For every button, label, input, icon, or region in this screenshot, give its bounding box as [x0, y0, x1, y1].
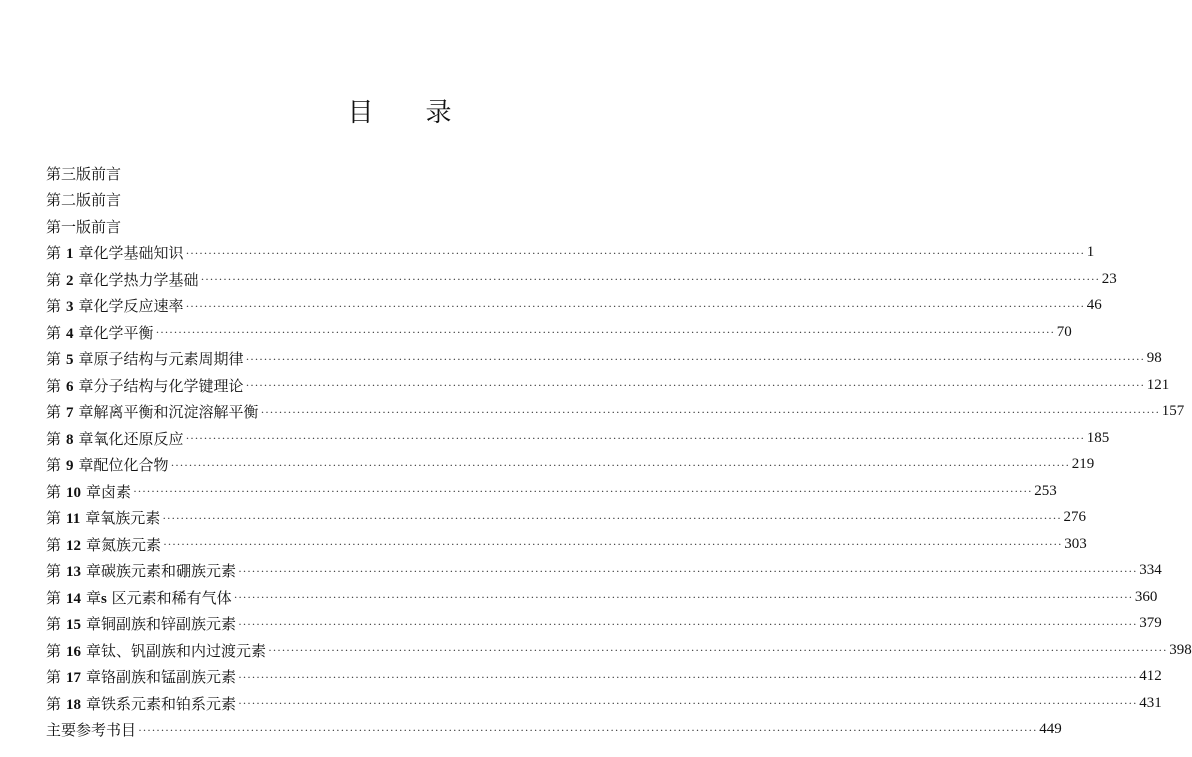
toc-chapter-prefix: 第	[46, 429, 62, 448]
toc-page-number: 185	[1086, 429, 1110, 446]
toc-chapter-title-text: 铜副族和锌副族元素	[101, 615, 237, 634]
toc-page-number: 431	[1139, 694, 1162, 711]
toc-chapter-title	[101, 587, 232, 608]
toc-chapter-number	[46, 375, 94, 396]
toc-chapter-prefix: 第	[46, 403, 62, 422]
toc-chapter-num: 9	[66, 458, 74, 475]
toc-dot-leader: ········································································································································································································	[268, 643, 1168, 658]
toc-chapter-entry[interactable]	[46, 319, 1072, 346]
toc-chapter-suffix: 章	[78, 270, 94, 289]
toc-chapter-prefix: 第	[46, 694, 62, 713]
table-of-contents	[46, 160, 1192, 743]
toc-chapter-num: 3	[66, 299, 74, 316]
toc-chapter-title-text: 氧化还原反应	[93, 429, 184, 448]
toc-dot-leader: ········································································································································································································	[170, 457, 1070, 472]
toc-chapter-num: 4	[66, 325, 74, 342]
toc-dot-leader: ········································································································································································································	[185, 298, 1085, 313]
toc-chapter-entry[interactable]	[46, 293, 1102, 320]
toc-dot-leader: ········································································································································································································	[238, 616, 1138, 631]
toc-page-number: 70	[1056, 323, 1072, 340]
toc-chapter-suffix: 章	[78, 456, 94, 475]
toc-chapter-prefix: 第	[46, 350, 62, 369]
toc-dot-leader: ········································································································································································································	[162, 510, 1062, 525]
toc-front-matter-entry[interactable]	[46, 187, 769, 214]
toc-chapter-title-text: 钛、钒副族和内过渡元素	[101, 641, 267, 660]
toc-chapter-prefix: 第	[46, 668, 62, 687]
toc-chapter-title-text: 氧族元素	[100, 509, 161, 528]
toc-chapter-entry[interactable]	[46, 584, 1158, 611]
toc-chapter-number	[46, 613, 101, 634]
toc-page-number: 412	[1139, 668, 1162, 685]
toc-chapter-title-latin: s	[101, 590, 107, 607]
toc-dot-leader: ········································································································································································································	[163, 537, 1063, 552]
toc-chapter-number	[46, 428, 94, 449]
toc-chapter-num: 2	[66, 272, 74, 289]
toc-chapter-suffix: 章	[78, 429, 94, 448]
toc-chapter-entry[interactable]	[46, 372, 1170, 399]
toc-chapter-number	[46, 348, 94, 369]
toc-chapter-title	[101, 666, 236, 687]
toc-chapter-number	[46, 454, 94, 475]
toc-chapter-entry[interactable]	[46, 346, 1162, 373]
toc-chapter-title	[94, 295, 184, 316]
toc-page-number: 276	[1063, 509, 1086, 526]
toc-chapter-title	[101, 560, 236, 581]
toc-chapter-title	[101, 534, 161, 555]
toc-front-matter-entry[interactable]	[46, 213, 769, 240]
toc-chapter-entry[interactable]	[46, 505, 1086, 532]
toc-dot-leader: ········································································································································································································	[260, 404, 1160, 419]
toc-page-number: 46	[1086, 297, 1102, 314]
toc-chapter-title	[94, 454, 169, 475]
toc-chapter-suffix: 章	[78, 403, 94, 422]
toc-chapter-number	[46, 269, 94, 290]
page-title-char-2: 录	[425, 98, 452, 128]
toc-chapter-title-text: 化学基础知识	[93, 244, 184, 263]
toc-chapter-title	[94, 401, 259, 422]
toc-chapter-entry[interactable]	[46, 611, 1162, 638]
toc-chapter-num: 8	[66, 431, 74, 448]
toc-dot-leader: ········································································································································································································	[245, 351, 1145, 366]
toc-dot-leader: ········································································································································································································	[245, 378, 1145, 393]
toc-back-matter-entry[interactable]	[46, 717, 1062, 744]
toc-dot-leader: ········································································································································································································	[200, 272, 1100, 287]
toc-page-number: 360	[1134, 588, 1158, 605]
toc-chapter-suffix: 章	[78, 323, 94, 342]
toc-chapter-prefix: 第	[46, 244, 62, 263]
page-title	[0, 96, 799, 130]
toc-chapter-title	[94, 242, 184, 263]
toc-page-number: 449	[1039, 721, 1062, 738]
toc-dot-leader: ········································································································································································································	[133, 484, 1033, 499]
toc-dot-leader: ········································································································································································································	[238, 669, 1138, 684]
toc-chapter-prefix: 第	[46, 641, 62, 660]
toc-chapter-prefix: 第	[46, 270, 62, 289]
toc-chapter-prefix: 第	[46, 297, 62, 316]
toc-chapter-number	[46, 587, 101, 608]
toc-chapter-entry[interactable]	[46, 558, 1162, 585]
toc-chapter-title	[94, 322, 154, 343]
toc-chapter-title	[101, 693, 236, 714]
toc-chapter-prefix: 第	[46, 535, 62, 554]
toc-chapter-num: 12	[66, 537, 82, 554]
toc-dot-leader: ········································································································································································································	[233, 590, 1133, 605]
toc-chapter-prefix: 第	[46, 323, 62, 342]
toc-page-number: 1	[1086, 244, 1095, 261]
toc-chapter-entry[interactable]	[46, 690, 1162, 717]
toc-chapter-prefix: 第	[46, 376, 62, 395]
toc-chapter-number	[46, 640, 101, 661]
toc-dot-leader: ········································································································································································································	[238, 696, 1138, 711]
toc-chapter-prefix: 第	[46, 588, 62, 607]
toc-chapter-suffix: 章	[86, 588, 102, 607]
toc-chapter-title	[101, 640, 266, 661]
toc-chapter-suffix: 章	[86, 562, 102, 581]
toc-chapter-num: 13	[66, 564, 82, 581]
toc-chapter-title	[101, 481, 131, 502]
toc-entry-label: 第一版前言	[46, 217, 122, 236]
toc-chapter-title-text: 区元素和稀有气体	[106, 588, 232, 607]
toc-chapter-num: 17	[66, 670, 82, 687]
toc-chapter-prefix: 第	[46, 615, 62, 634]
toc-chapter-entry[interactable]	[46, 664, 1162, 691]
toc-chapter-prefix: 第	[46, 456, 62, 475]
toc-chapter-entry[interactable]	[46, 531, 1087, 558]
toc-chapter-number	[46, 507, 100, 528]
toc-dot-leader: ········································································································································································································	[185, 431, 1085, 446]
toc-chapter-title-text: 铬副族和锰副族元素	[101, 668, 237, 687]
toc-chapter-num: 6	[66, 378, 74, 395]
toc-chapter-num: 14	[66, 590, 82, 607]
toc-chapter-entry[interactable]	[46, 240, 1095, 267]
toc-chapter-suffix: 章	[86, 535, 102, 554]
toc-chapter-title	[94, 428, 184, 449]
toc-chapter-num: 5	[66, 352, 74, 369]
toc-page-number: 379	[1139, 615, 1162, 632]
toc-chapter-number	[46, 242, 94, 263]
toc-chapter-number	[46, 534, 101, 555]
toc-chapter-num: 1	[66, 246, 74, 263]
toc-chapter-title-text: 解离平衡和沉淀溶解平衡	[93, 403, 259, 422]
toc-chapter-num: 11	[66, 511, 81, 528]
toc-chapter-title-text: 化学反应速率	[93, 297, 184, 316]
toc-page-number: 157	[1161, 403, 1185, 420]
toc-chapter-prefix: 第	[46, 482, 62, 501]
toc-chapter-number	[46, 401, 94, 422]
toc-chapter-entry[interactable]	[46, 452, 1095, 479]
toc-page-number: 253	[1034, 482, 1057, 499]
toc-chapter-entry[interactable]	[46, 399, 1185, 426]
toc-chapter-number	[46, 560, 101, 581]
toc-chapter-list	[46, 240, 1192, 717]
toc-chapter-prefix: 第	[46, 562, 62, 581]
toc-chapter-suffix: 章	[86, 615, 102, 634]
toc-page-number: 303	[1064, 535, 1087, 552]
toc-page-number: 121	[1146, 376, 1170, 393]
toc-chapter-num: 10	[66, 484, 82, 501]
toc-chapter-number	[46, 322, 94, 343]
toc-chapter-title	[94, 269, 199, 290]
toc-dot-leader: ········································································································································································································	[238, 563, 1138, 578]
toc-page-number: 23	[1101, 270, 1117, 287]
toc-chapter-title-text: 铁系元素和铂系元素	[101, 694, 237, 713]
toc-chapter-suffix: 章	[86, 641, 102, 660]
toc-chapter-entry[interactable]	[46, 478, 1057, 505]
toc-chapter-entry[interactable]	[46, 637, 1192, 664]
toc-chapter-num: 7	[66, 405, 74, 422]
toc-page-number: 334	[1139, 562, 1162, 579]
toc-dot-leader: ········································································································································································································	[155, 325, 1055, 340]
toc-chapter-title	[94, 348, 244, 369]
toc-chapter-suffix: 章	[78, 244, 94, 263]
toc-chapter-entry[interactable]	[46, 425, 1110, 452]
toc-chapter-suffix: 章	[78, 376, 94, 395]
toc-chapter-num: 18	[66, 696, 82, 713]
toc-chapter-title-text: 碳族元素和硼族元素	[101, 562, 237, 581]
toc-chapter-suffix: 章	[78, 297, 94, 316]
toc-chapter-title-text: 配位化合物	[93, 456, 169, 475]
toc-chapter-prefix: 第	[46, 509, 62, 528]
toc-chapter-number	[46, 666, 101, 687]
toc-entry-label: 第二版前言	[46, 191, 122, 210]
toc-chapter-suffix: 章	[86, 694, 102, 713]
toc-chapter-title	[94, 375, 244, 396]
toc-front-matter-entry[interactable]	[46, 160, 769, 187]
toc-entry-label: 主要参考书目	[46, 721, 137, 740]
toc-chapter-title-text: 氮族元素	[101, 535, 162, 554]
toc-chapter-title-text: 分子结构与化学键理论	[93, 376, 244, 395]
toc-chapter-number	[46, 693, 101, 714]
page-title-char-1: 目	[347, 98, 374, 128]
toc-chapter-title-text: 化学平衡	[93, 323, 154, 342]
toc-chapter-title-text: 卤素	[101, 482, 132, 501]
toc-chapter-title	[100, 507, 160, 528]
toc-chapter-entry[interactable]	[46, 266, 1117, 293]
toc-chapter-title-text: 化学热力学基础	[93, 270, 199, 289]
toc-chapter-number	[46, 295, 94, 316]
toc-entry-label: 第三版前言	[46, 164, 122, 183]
toc-page-number: 98	[1146, 350, 1162, 367]
toc-chapter-suffix: 章	[78, 350, 94, 369]
toc-chapter-suffix: 章	[86, 482, 102, 501]
toc-page-number: 219	[1071, 456, 1095, 473]
toc-chapter-title	[101, 613, 236, 634]
toc-dot-leader: ········································································································································································································	[138, 722, 1038, 737]
toc-chapter-suffix: 章	[85, 509, 101, 528]
toc-chapter-num: 16	[66, 643, 82, 660]
toc-dot-leader: ········································································································································································································	[185, 245, 1085, 260]
toc-chapter-num: 15	[66, 617, 82, 634]
toc-chapter-number	[46, 481, 101, 502]
toc-page-number: 398	[1169, 641, 1192, 658]
toc-chapter-suffix: 章	[86, 668, 102, 687]
toc-chapter-title-text: 原子结构与元素周期律	[93, 350, 244, 369]
